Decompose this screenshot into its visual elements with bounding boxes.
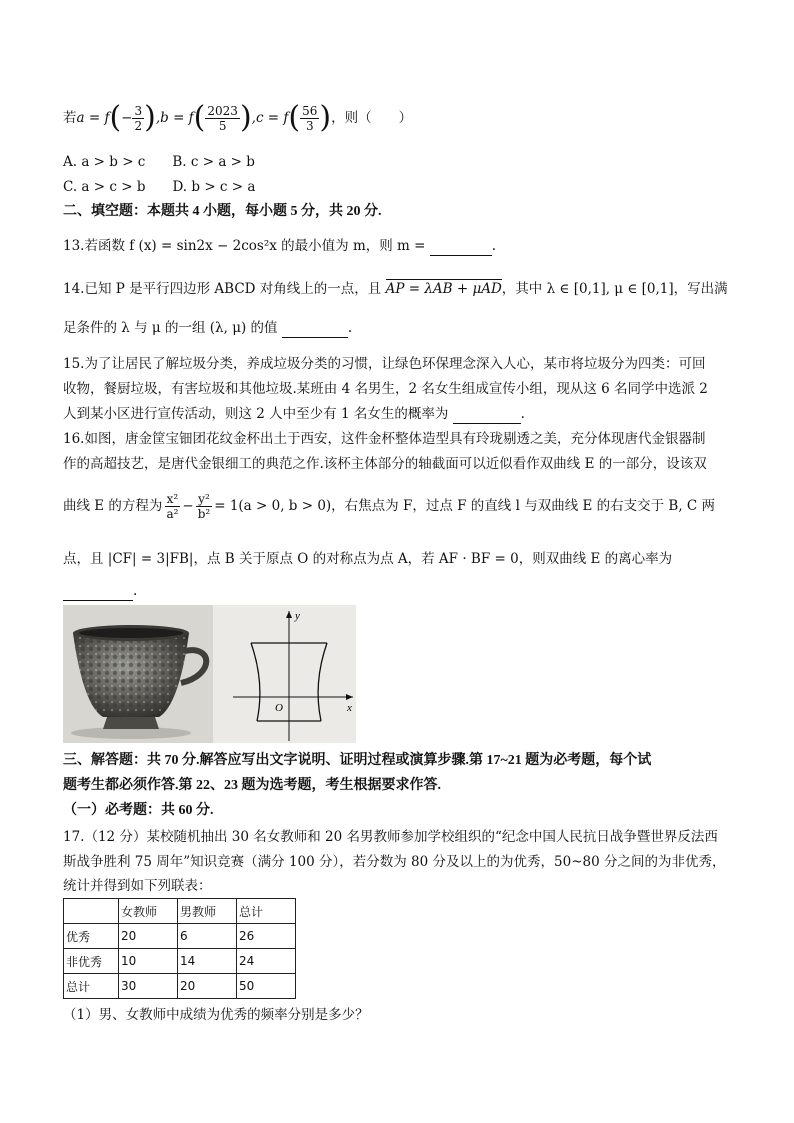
q16-line4: 点，且 |CF| = 3|FB|，点 B 关于原点 O 的对称点为点 A，若 AF · BF = 0，则双曲线 E 的离心率为 bbox=[63, 551, 673, 567]
q17-sub1: （1）男、女教师中成绩为优秀的频率分别是多少？ bbox=[63, 1007, 369, 1023]
section3-heading-line2: 题考生都必须作答.第 22、23 题为选考题，考生根据要求作答. bbox=[63, 778, 441, 793]
q13: 13.若函数 f (x) = sin2x − 2cos²x 的最小值为 m，则 m = . bbox=[63, 238, 497, 254]
table-header-cell: 男教师 bbox=[178, 899, 237, 924]
q16-answer-blank[interactable] bbox=[63, 582, 133, 601]
section2-heading: 二、填空题：本题共 4 小题，每小题 5 分，共 20 分. bbox=[63, 204, 382, 219]
q16-line1: 16.如图，唐金筐宝钿团花纹金杯出土于西安，这件金杯整体造型具有玲珑剔透之美，充分体现唐代金银器制 bbox=[63, 431, 706, 447]
table-row bbox=[64, 949, 296, 974]
table-header-cell: 总计 bbox=[237, 899, 296, 924]
origin-label: O bbox=[275, 702, 283, 714]
q16-frac-x: $\frac{\text{x²}}{\text{a²}}$ bbox=[166, 491, 179, 521]
q17-line1: 17.（12 分）某校随机抽出 30 名女教师和 20 名男教师参加学校组织的“纪念中国人民抗日战争暨世界反法西 bbox=[63, 829, 718, 845]
table-cell: 26 bbox=[237, 924, 296, 949]
x-axis-label: x bbox=[347, 702, 352, 714]
table-row bbox=[64, 924, 296, 949]
y-axis-arrow-icon bbox=[286, 611, 292, 618]
x-axis-arrow-icon bbox=[346, 694, 353, 700]
q15-line1: 15.为了让居民了解垃圾分类，养成垃圾分类的习惯，让绿色环保理念深入人心，某市将垃圾分为四类：可回 bbox=[63, 356, 706, 372]
figure-panel bbox=[63, 605, 356, 743]
q12-a-part: a = f bbox=[76, 110, 110, 126]
q16-frac-y: $\frac{\text{y²}}{\text{b²}}$ bbox=[197, 491, 211, 521]
q12-prefix: 若 bbox=[63, 110, 77, 126]
hyperbola-diagram bbox=[213, 605, 356, 743]
table-cell: 20 bbox=[178, 974, 237, 999]
q14-vector-formula: AP = λAB + μAD bbox=[385, 281, 502, 297]
q12-option-row-2: C. a > c > b D. b > c > a bbox=[63, 179, 256, 195]
table-cell: 非优秀 bbox=[64, 949, 119, 974]
table-cell: 6 bbox=[178, 924, 237, 949]
table-cell: 24 bbox=[237, 949, 296, 974]
q16-line5: . bbox=[63, 582, 754, 601]
table-header-row bbox=[64, 899, 296, 924]
q16-line2: 作的高超技艺，是唐代金银细工的典范之作.该杯主体部分的轴截面可以近似看作双曲线 E 的一部分，设该双 bbox=[63, 456, 707, 472]
table-cell: 总计 bbox=[64, 974, 119, 999]
q15-line3: 人到某小区进行宣传活动，则这 2 人中至少有 1 名女生的概率为 . bbox=[63, 406, 525, 422]
q17-line3: 统计并得到如下列联表： bbox=[63, 878, 212, 894]
q14-line1: 14.已知 P 是平行四边形 ABCD 对角线上的一点，且 AP = λAB + μAD，其中 λ ∈ [0,1], μ ∈ [0,1]，写出满 bbox=[63, 281, 728, 297]
section3-heading-line1: 三、解答题：共 70 分.解答应写出文字说明、证明过程或演算步骤.第 17~21 题为必考题，每个试 bbox=[63, 753, 652, 768]
contingency-table bbox=[63, 898, 296, 999]
q13-answer-blank[interactable] bbox=[430, 237, 492, 256]
q14-answer-blank[interactable] bbox=[282, 319, 348, 338]
q12-stem: 若 a = f ( − $\frac{3}{2}$ ) ,b = f ( $\frac{2023}{5}$ ) ,c = f ( $\frac{56}{3}$ ) ，则（ ） bbox=[63, 100, 413, 135]
table-cell: 50 bbox=[237, 974, 296, 999]
q17-line2: 斯战争胜利 75 周年”知识竞赛（满分 100 分），若分数为 80 分及以上的为优秀，50~80 分之间的为非优秀， bbox=[63, 854, 726, 870]
table-header-cell bbox=[64, 899, 119, 924]
table-row bbox=[64, 974, 296, 999]
q12-c-part: ,c = f bbox=[251, 110, 289, 126]
q12-suffix: ，则（ ） bbox=[331, 110, 413, 126]
table-cell: 30 bbox=[119, 974, 178, 999]
table-cell: 10 bbox=[119, 949, 178, 974]
q14-line2: 足条件的 λ 与 μ 的一组 (λ, μ) 的值 . bbox=[63, 320, 353, 336]
q15-line2: 收物，餐厨垃圾，有害垃圾和其他垃圾.某班由 4 名男生，2 名女生组成宣传小组，现从这 6 名同学中选派 2 bbox=[63, 381, 708, 397]
section3-subheading: （一）必考题：共 60 分. bbox=[63, 803, 214, 818]
q12-c-frac: $\frac{56}{3}$ bbox=[302, 103, 318, 133]
y-axis-label: y bbox=[295, 610, 300, 622]
q12-option-row-1: A. a > b > c B. c > a > b bbox=[63, 154, 255, 170]
q15-answer-blank[interactable] bbox=[453, 405, 521, 424]
table-cell: 14 bbox=[178, 949, 237, 974]
q12-a-frac: $\frac{3}{2}$ bbox=[134, 103, 143, 133]
q16-line3: 曲线 E 的方程为 $\frac{\text{x²}}{\text{a²}}$ − $\frac{\text{y²}}{\text{b²}}$ = 1(a > 0, b > 0)，右焦点为 F，过点 F 的直线 l 与双曲线 E 的右支交于 B, C 两 bbox=[63, 491, 716, 521]
table-cell: 20 bbox=[119, 924, 178, 949]
table-cell: 优秀 bbox=[64, 924, 119, 949]
q12-b-frac: $\frac{2023}{5}$ bbox=[207, 103, 238, 133]
table-header-cell: 女教师 bbox=[119, 899, 178, 924]
q12-b-part: ,b = f bbox=[155, 110, 194, 126]
